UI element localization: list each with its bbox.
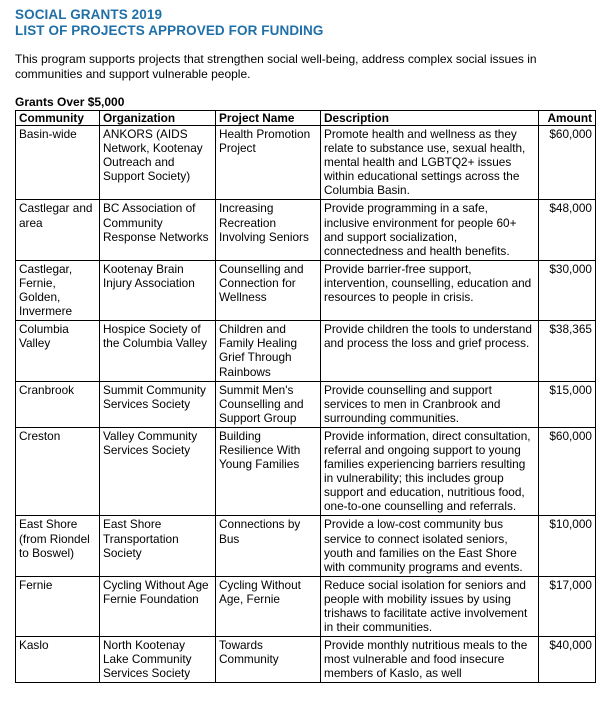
table-row [16, 427, 596, 516]
table-row [16, 321, 596, 381]
cell-description: Provide a low-cost community bus service to connect isolated seniors, youth and families on the East Shore with community programs and events. [321, 516, 539, 576]
cell-community: Columbia Valley [16, 321, 100, 381]
cell-description: Provide information, direct consultation, referral and ongoing support to young families experiencing barriers resulting in vulnerability; this includes group support and education, nutritious food, one-to-one counselling and referrals. [321, 427, 539, 516]
cell-description: Provide monthly nutritious meals to the most vulnerable and food insecure members of Kaslo, as well [321, 637, 539, 683]
cell-organization: Hospice Society of the Columbia Valley [100, 321, 216, 381]
cell-organization: BC Association of Community Response Networks [100, 200, 216, 260]
document-title [15, 7, 323, 39]
table-row [16, 637, 596, 683]
column-header-description: Description [321, 111, 539, 126]
cell-description: Provide programming in a safe, inclusive environment for people 60+ and support socialization, connectedness and health benefits. [321, 200, 539, 260]
cell-project-name: Children and Family Healing Grief Through Rainbows [216, 321, 321, 381]
title-line-2: LIST OF PROJECTS APPROVED FOR FUNDING [15, 23, 324, 38]
cell-community: Castlegar and area [16, 200, 100, 260]
cell-organization: Kootenay Brain Injury Association [100, 260, 216, 320]
table-row [16, 260, 596, 320]
cell-description: Provide counselling and support services to men in Cranbrook and surrounding communities. [321, 381, 539, 427]
cell-organization: Cycling Without Age Fernie Foundation [100, 576, 216, 636]
table-header-row [16, 111, 596, 126]
cell-community: Kaslo [16, 637, 100, 683]
cell-organization: ANKORS (AIDS Network, Kootenay Outreach and Support Society) [100, 126, 216, 200]
cell-community: Castlegar, Fernie, Golden, Invermere [16, 260, 100, 320]
cell-amount: $60,000 [539, 427, 596, 516]
cell-organization: East Shore Transportation Society [100, 516, 216, 576]
column-header-amount: Amount [539, 111, 596, 126]
cell-organization: Summit Community Services Society [100, 381, 216, 427]
intro-paragraph: This program supports projects that strengthen social well-being, address complex social issues in communities and support vulnerable people. [15, 52, 537, 81]
column-header-community: Community [16, 111, 100, 126]
cell-amount: $15,000 [539, 381, 596, 427]
cell-project-name: Summit Men's Counselling and Support Group [216, 381, 321, 427]
cell-description: Promote health and wellness as they relate to substance use, sexual health, mental health and LGBTQ2+ issues within educational settings across the Columbia Basin. [321, 126, 539, 200]
cell-organization: North Kootenay Lake Community Services Society [100, 637, 216, 683]
cell-amount: $38,365 [539, 321, 596, 381]
section-title: Grants Over $5,000 [15, 95, 125, 109]
cell-amount: $30,000 [539, 260, 596, 320]
table-row [16, 381, 596, 427]
cell-community: Cranbrook [16, 381, 100, 427]
cell-project-name: Connections by Bus [216, 516, 321, 576]
cell-amount: $17,000 [539, 576, 596, 636]
table-row [16, 516, 596, 576]
column-header-project-name: Project Name [216, 111, 321, 126]
cell-amount: $60,000 [539, 126, 596, 200]
cell-community: Fernie [16, 576, 100, 636]
table-row [16, 126, 596, 200]
cell-project-name: Building Resilience With Young Families [216, 427, 321, 516]
cell-description: Provide barrier-free support, intervention, counselling, education and resources to people in crisis. [321, 260, 539, 320]
cell-project-name: Increasing Recreation Involving Seniors [216, 200, 321, 260]
cell-organization: Valley Community Services Society [100, 427, 216, 516]
title-line-1: SOCIAL GRANTS 2019 [15, 7, 163, 22]
table-row [16, 576, 596, 636]
cell-community: Basin-wide [16, 126, 100, 200]
cell-amount: $40,000 [539, 637, 596, 683]
cell-project-name: Counselling and Connection for Wellness [216, 260, 321, 320]
cell-description: Provide children the tools to understand and process the loss and grief process. [321, 321, 539, 381]
cell-project-name: Towards Community [216, 637, 321, 683]
grants-table [15, 110, 596, 683]
cell-project-name: Cycling Without Age, Fernie [216, 576, 321, 636]
cell-description: Reduce social isolation for seniors and people with mobility issues by using trishaws to facilitate active involvement in their communities. [321, 576, 539, 636]
cell-project-name: Health Promotion Project [216, 126, 321, 200]
cell-community: East Shore (from Riondel to Boswel) [16, 516, 100, 576]
cell-amount: $10,000 [539, 516, 596, 576]
table-row [16, 200, 596, 260]
cell-amount: $48,000 [539, 200, 596, 260]
cell-community: Creston [16, 427, 100, 516]
column-header-organization: Organization [100, 111, 216, 126]
